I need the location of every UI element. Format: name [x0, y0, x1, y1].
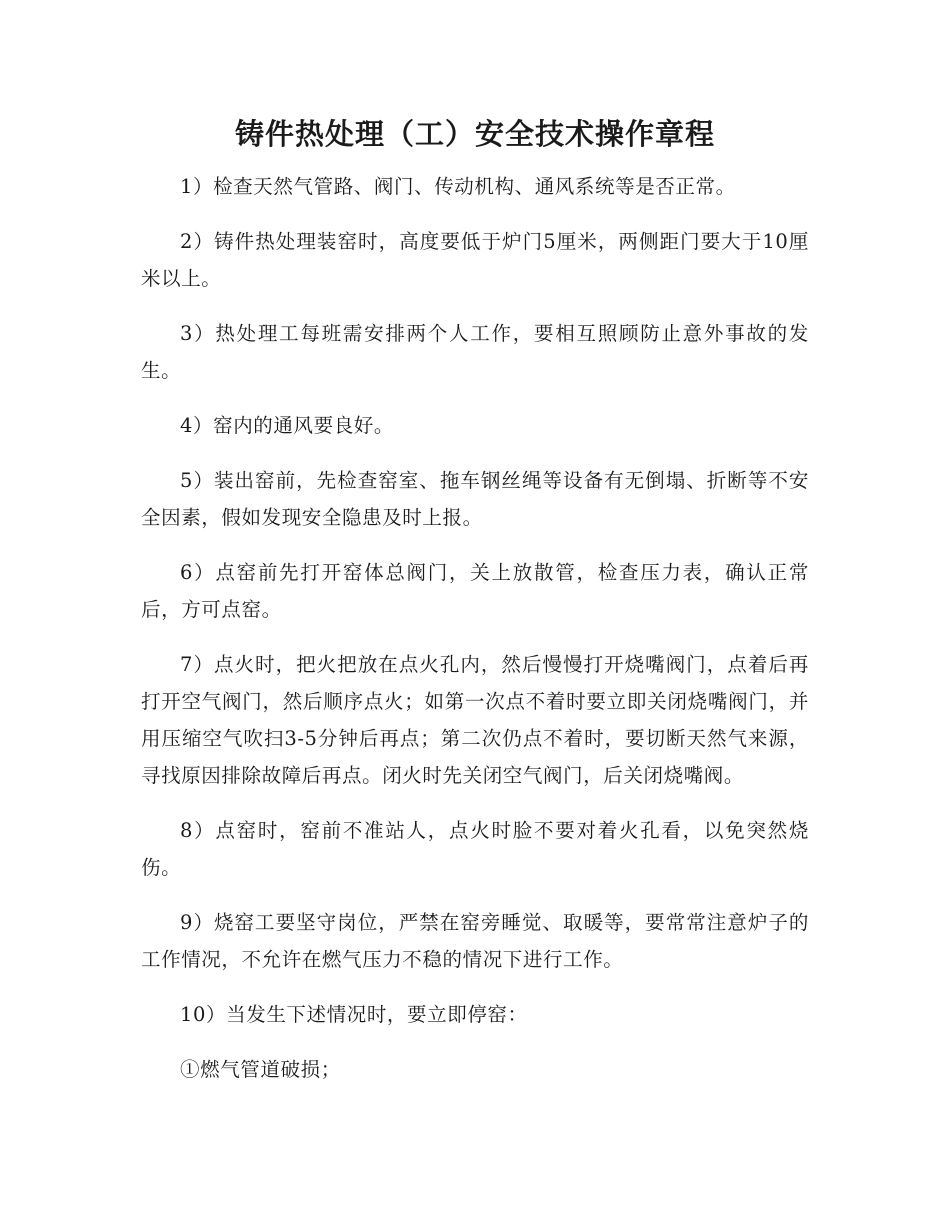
paragraph-9: 9）烧窑工要坚守岗位，严禁在窑旁睡觉、取暖等，要常常注意炉子的工作情况，不允许在燃气压力不稳的情况下进行工作。: [141, 911, 809, 971]
document-title: 铸件热处理（工）安全技术操作章程: [234, 117, 715, 151]
paragraph-4: 4）窑内的通风要良好。: [180, 414, 395, 437]
paragraph-10: 10）当发生下述情况时，要立即停窑：: [180, 1003, 528, 1026]
paragraph-3: 3）热处理工每班需安排两个人工作，要相互照顾防止意外事故的发生。: [141, 322, 809, 382]
paragraph-5: 5）装出窑前，先检查窑室、拖车钢丝绳等设备有无倒塌、折断等不安全因素，假如发现安全隐患及时上报。: [141, 469, 809, 529]
paragraph-8: 8）点窑时，窑前不准站人，点火时脸不要对着火孔看，以免突然烧伤。: [141, 819, 809, 879]
paragraph-2: 2）铸件热处理装窑时，高度要低于炉门5厘米，两侧距门要大于10厘米以上。: [141, 230, 809, 290]
paragraph-7: 7）点火时，把火把放在点火孔内，然后慢慢打开烧嘴阀门，点着后再打开空气阀门，然后顺序点火；如第一次点不着时要立即关闭烧嘴阀门，并用压缩空气吹扫3-5分钟后再点；第二次仍点不着时，要切断天然气来源，寻找原因排除故障后再点。闭火时先关闭空气阀门，后关闭烧嘴阀。: [141, 653, 809, 787]
paragraph-6: 6）点窑前先打开窑体总阀门，关上放散管，检查压力表，确认正常后，方可点窑。: [141, 561, 809, 621]
paragraph-1: 1）检查天然气管路、阀门、传动机构、通风系统等是否正常。: [180, 175, 736, 198]
document-body: [141, 168, 809, 1106]
list-item-1: ①燃气管道破损；: [180, 1058, 341, 1081]
